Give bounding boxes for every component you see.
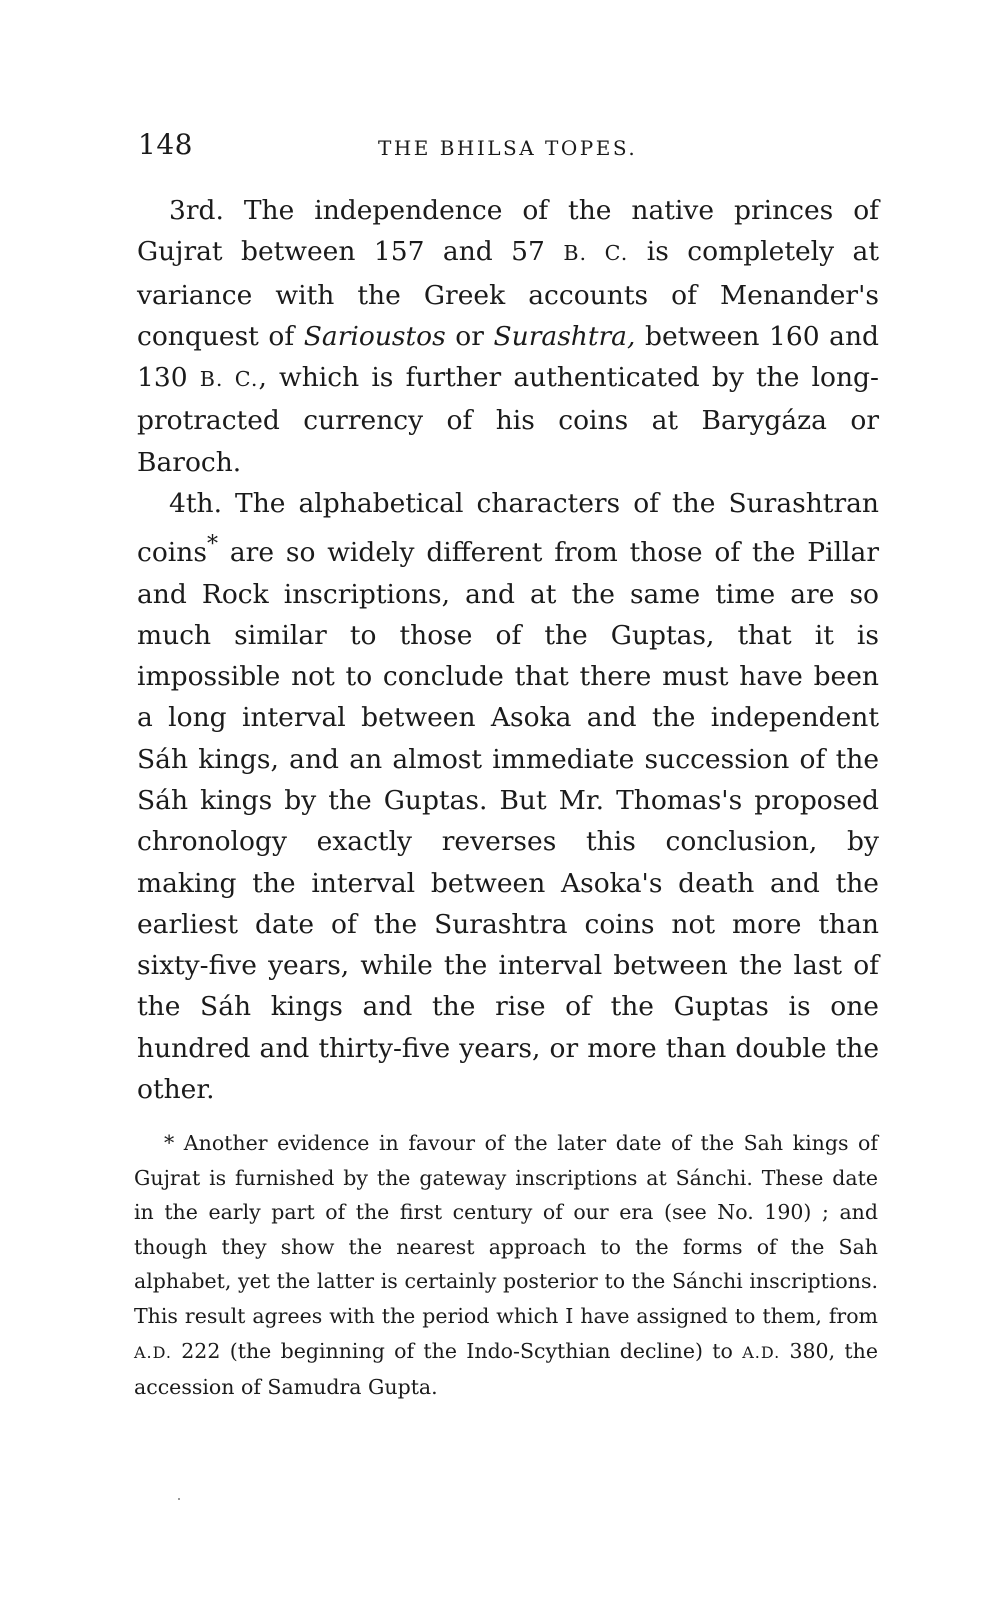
paragraph-text: , which is further authenticated by the long-protracted currency of his coins at Barygáza or Baroch. bbox=[137, 362, 879, 478]
footnote-reference: * bbox=[206, 532, 218, 558]
main-text bbox=[137, 190, 879, 1110]
paragraph-text: The independence of the native princes of Gujrat between 157 and 57 bbox=[137, 195, 879, 268]
footnote-text: 380, the accession of Samudra Gupta. bbox=[134, 1338, 879, 1400]
paragraph-text: is completely at variance with the Greek accounts of Menander's conquest of bbox=[137, 236, 879, 352]
running-title: THE BHILSA TOPES. bbox=[378, 136, 638, 160]
page-number: 148 bbox=[138, 128, 193, 161]
era-abbreviation: B. C. bbox=[563, 241, 629, 266]
paragraph-text: are so widely different from those of the Pillar and Rock inscriptions, and at the same time are so much similar to those of the Guptas, that it is impossible not to conclude that there must have been a long interval between Asoka and the independent Sáh kings, and an almost immediate succession of the Sáh kings by the Guptas. But Mr. Thomas's proposed chronology exactly reverses this conclusion, by making the interval between Asoka's death and the earliest date of the Surashtra coins not more than sixty-five years, while the interval between the last of the Sáh kings and the rise of the Guptas is one hundred and thirty-five years, or more than double the other. bbox=[137, 537, 879, 1106]
footnote-marker: * bbox=[164, 1131, 175, 1155]
page-header bbox=[138, 128, 883, 168]
paragraph-text: between 160 and 130 bbox=[137, 320, 879, 394]
footnote-text: 222 (the beginning of the Indo-Scythian decline) to bbox=[171, 1338, 743, 1363]
paragraph-text: or bbox=[445, 320, 494, 352]
place-name: Surashtra, bbox=[493, 320, 636, 352]
era-abbreviation: B. C. bbox=[199, 367, 259, 392]
paper-speck bbox=[178, 1498, 180, 1500]
paragraph-fourth-point bbox=[137, 483, 879, 1110]
era-abbreviation: A.D. bbox=[742, 1342, 781, 1362]
footnote bbox=[134, 1126, 878, 1405]
paragraph-text: The alphabetical characters of the Surashtran coins bbox=[137, 488, 879, 569]
paragraph-label: 3rd. bbox=[169, 195, 224, 226]
place-name: Sarioustos bbox=[303, 320, 446, 352]
footnote-text: Another evidence in favour of the later date of the Sah kings of Gujrat is furnished by the gateway inscriptions at Sánchi. These date in the early part of the first century of our era (see No. 190) ; and though they show the nearest approach to the forms of the Sah alphabet, yet the latter is certainly posterior to the Sánchi inscriptions. This result agrees with the period which I have assigned to them, from bbox=[134, 1131, 878, 1328]
era-abbreviation: A.D. bbox=[134, 1342, 172, 1362]
paragraph-label: 4th. bbox=[169, 488, 222, 520]
paragraph-third-point bbox=[137, 190, 879, 483]
